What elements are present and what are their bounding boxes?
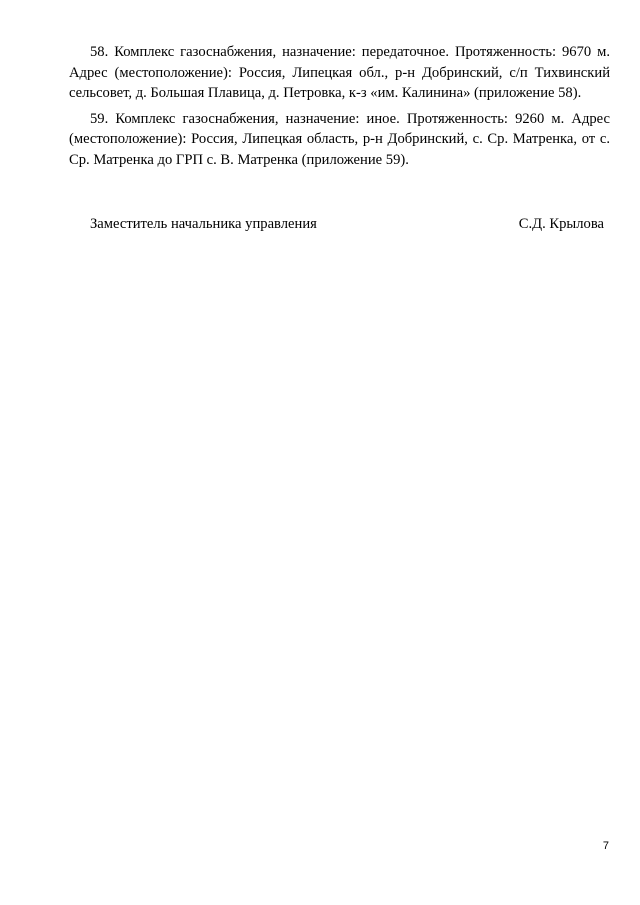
document-body xyxy=(69,42,610,175)
signer-position: Заместитель начальника управления xyxy=(90,216,317,232)
signer-name: С.Д. Крылова xyxy=(518,216,604,232)
page-number: 7 xyxy=(602,840,609,852)
list-item: 59. Комплекс газоснабжения, назначение: иное. Протяженность: 9260 м. Адрес (местоположение): Россия, Липецкая область, р-н Добринский, с. Ср. Матренка, от с. Ср. Матренка до ГРП с. В. Матренка (приложение 59). xyxy=(69,110,610,168)
signature-block xyxy=(90,214,604,234)
list-item: 58. Комплекс газоснабжения, назначение: передаточное. Протяженность: 9670 м. Адрес (местоположение): Россия, Липецкая обл., р-н Добринский, с/п Тихвинский сельсовет, д. Большая Плавица, д. Петровка, к-з «им. Калинина» (приложение 58). xyxy=(69,44,610,101)
